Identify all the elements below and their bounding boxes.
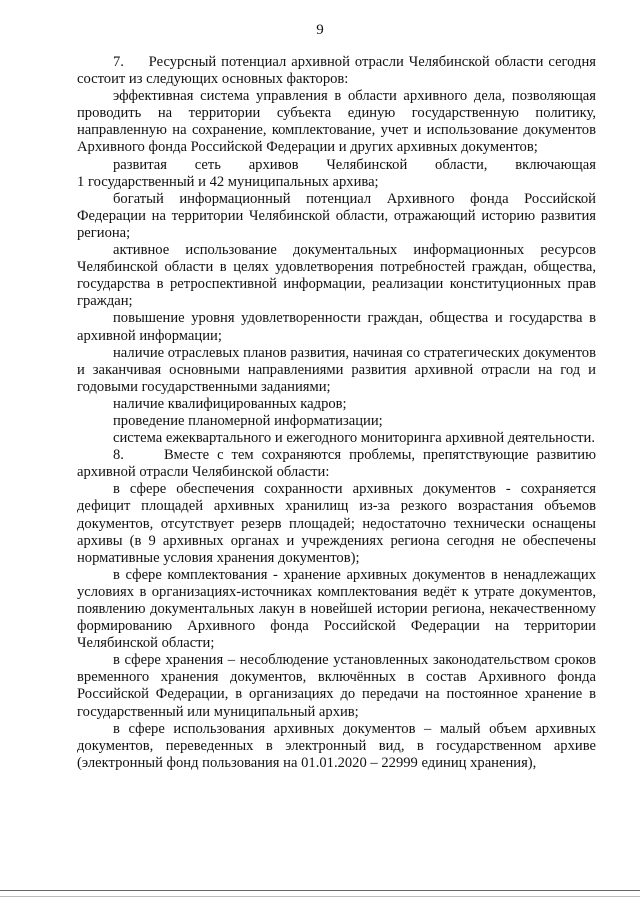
- paragraph-monitoring: система ежеквартального и ежегодного мониторинга архивной деятельности.: [113, 430, 595, 447]
- paragraph-preservation: в сфере обеспечения сохранности архивных документов - сохраняется дефицит площадей архивных хранилищ из-за резкого возрастания объемов документов, отсутствует резерв площадей; недостаточно технически оснащены архивы (в 9 архивных органах и учреждениях региона сегодня не обеспечены нормативные условия хранения документов);: [77, 481, 596, 566]
- paragraph-acquisition: в сфере комплектования - хранение архивных документов в ненадлежащих условиях в организациях-источниках комплектования ведёт к утрате документов, появлению документальных лакун в новейшей истории региона, некачественному формированию Архивного фонда Российской Федерации на территории Челябинской области;: [77, 566, 596, 652]
- paragraph-8-intro: 8. Вместе с тем сохраняются проблемы, препятствующие развитию архивной отрасли Челябинской области:: [77, 447, 596, 481]
- paragraph-storage: в сфере хранения – несоблюдение установленных законодательством сроков временного хранения документов, включённых в состав Архивного фонда Российской Федерации, в организациях до передачи на постоянное хранение в государственный или муниципальный архив;: [77, 652, 596, 720]
- paragraph-development-plans: наличие отраслевых планов развития, начиная со стратегических документов и заканчивая основными направлениями развития архивной отрасли на год и годовыми государственными заданиями;: [77, 344, 596, 395]
- page-number: 9: [316, 22, 324, 38]
- paragraph-management-system: эффективная система управления в области архивного дела, позволяющая проводить на территории субъекта единую государственную политику, направленную на сохранение, комплектование, учет и использование документов Архивного фонда Российской Федерации и других архивных документов;: [77, 88, 596, 156]
- paragraph-archive-count: 1 государственный и 42 муниципальных архива;: [77, 173, 379, 190]
- paragraph-7-intro: 7. Ресурсный потенциал архивной отрасли Челябинской области сегодня состоит из следующих основных факторов:: [77, 54, 596, 88]
- page-bottom-border-secondary: [0, 896, 640, 897]
- paragraph-informatization: проведение планомерной информатизации;: [113, 412, 383, 429]
- page-bottom-border: [0, 890, 640, 891]
- paragraph-information-potential: богатый информационный потенциал Архивного фонда Российской Федерации на территории Челябинской области, отражающий историю развития региона;: [77, 190, 596, 241]
- document-body: [77, 54, 596, 772]
- paragraph-satisfaction: повышение уровня удовлетворенности граждан, общества и государства в архивной информации;: [77, 310, 596, 344]
- paragraph-usage: в сфере использования архивных документов – малый объем архивных документов, переведенных в электронный вид, в государственном архиве (электронный фонд пользования на 01.01.2020 – 22999 единиц хранения),: [77, 720, 596, 771]
- paragraph-resource-usage: активное использование документальных информационных ресурсов Челябинской области в целях удовлетворения потребностей граждан, общества, государства в ретроспективной информации, реализации конституционных прав граждан;: [77, 242, 596, 310]
- paragraph-qualified-staff: наличие квалифицированных кадров;: [113, 395, 347, 412]
- paragraph-archive-network: развитая сеть архивов Челябинской области, включающая: [113, 156, 596, 173]
